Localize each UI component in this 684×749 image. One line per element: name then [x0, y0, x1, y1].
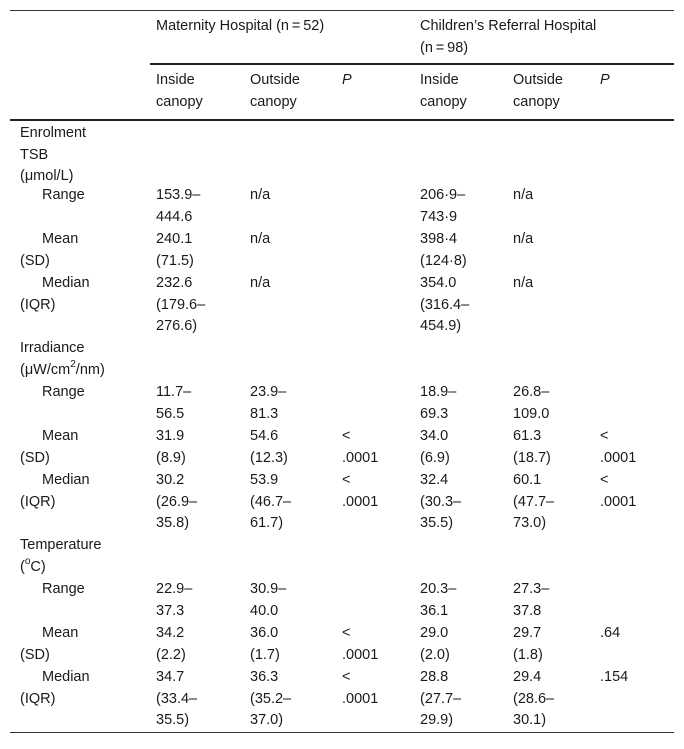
- section-temperature-title: [10, 535, 674, 579]
- cell-text: 27.3–: [513, 581, 550, 597]
- label-text: (IQR): [20, 493, 56, 510]
- cell-text: <: [342, 669, 351, 685]
- cell-text: (2.2): [156, 646, 186, 663]
- col-p-2: [600, 70, 674, 92]
- sub-header-row: [10, 65, 674, 119]
- table-cell: n/a: [250, 275, 271, 291]
- label-text: (SD): [20, 252, 50, 269]
- header-text: Outside: [513, 72, 563, 88]
- col-outside-canopy-2: [513, 70, 603, 113]
- cell-text: (179.6–: [156, 296, 206, 313]
- cell-text: .0001: [342, 646, 379, 663]
- cell-text: 23.9–: [250, 384, 287, 400]
- label-text: (IQR): [20, 296, 56, 313]
- label-superscript: 2: [70, 358, 76, 370]
- table-cell: [342, 426, 408, 469]
- cell-text: 36.3: [250, 669, 279, 685]
- table-cell: [156, 579, 246, 622]
- cell-text: 35.5): [156, 712, 190, 728]
- cell-text: 37.0): [250, 712, 284, 728]
- cell-text: <: [600, 428, 609, 444]
- cell-text: (71.5): [156, 252, 194, 269]
- header-text: canopy: [513, 93, 560, 110]
- table-cell: [250, 426, 340, 469]
- table-cell: [156, 273, 246, 338]
- col-outside-canopy-1: [250, 70, 340, 113]
- table-cell: [513, 470, 603, 535]
- cell-text: 11.7–: [156, 384, 192, 400]
- section-label: [20, 535, 140, 578]
- cell-text: 61.7): [250, 515, 284, 531]
- table-cell: [250, 667, 340, 732]
- section-irradiance-title: [10, 338, 674, 382]
- cell-text: 29.9): [420, 712, 454, 728]
- col-inside-canopy-2: [420, 70, 510, 113]
- cell-text: 454.9): [420, 318, 462, 334]
- table-row: [10, 623, 674, 667]
- cell-text: (30.3–: [420, 493, 462, 510]
- cell-text: 743·9: [420, 208, 458, 225]
- header-text: canopy: [250, 93, 297, 110]
- group-maternity-header: Maternity Hospital (n = 52): [156, 18, 325, 34]
- label-text: (IQR): [20, 690, 56, 707]
- label-text: TSB: [20, 146, 49, 163]
- cell-text: 398·4: [420, 231, 458, 247]
- table-cell: [513, 579, 603, 622]
- table-cell: [342, 667, 408, 710]
- cell-text: 40.0: [250, 602, 279, 619]
- cell-text: 28.8: [420, 669, 449, 685]
- row-label: [20, 623, 140, 666]
- cell-text: 29.7: [513, 625, 542, 641]
- cell-text: (6.9): [420, 449, 450, 466]
- cell-text: 20.3–: [420, 581, 457, 597]
- cell-text: (26.9–: [156, 493, 198, 510]
- table-row: [10, 382, 674, 426]
- table-cell: [250, 470, 340, 535]
- table-row: [10, 229, 674, 273]
- label-text: Median: [42, 275, 90, 291]
- cell-text: 240.1: [156, 231, 193, 247]
- group-childrens-line1: Children’s Referral Hospital: [420, 18, 597, 34]
- row-label: [20, 470, 140, 513]
- label-text: Temperature: [20, 537, 102, 553]
- table-cell: [250, 382, 340, 425]
- cell-text: (35.2–: [250, 690, 292, 707]
- table-cell: n/a: [250, 187, 271, 203]
- row-label: [20, 667, 140, 710]
- cell-text: 232.6: [156, 275, 193, 291]
- table-cell: n/a: [513, 231, 534, 247]
- table-cell: [420, 623, 510, 666]
- label-text: Mean: [42, 625, 79, 641]
- row-label: Range: [42, 384, 85, 400]
- label-text: (SD): [20, 646, 50, 663]
- label-part: C): [30, 558, 46, 575]
- table-bottom-rule: [10, 732, 674, 733]
- cell-text: 32.4: [420, 472, 449, 488]
- cell-text: <: [342, 428, 351, 444]
- cell-text: (47.7–: [513, 493, 555, 510]
- group-childrens-header: [420, 16, 660, 59]
- cell-text: .0001: [600, 449, 637, 466]
- table-cell: [342, 470, 408, 513]
- cell-text: 37.8: [513, 602, 542, 619]
- table-cell: [156, 185, 246, 228]
- cell-text: 18.9–: [420, 384, 457, 400]
- section-tsb-title: [10, 121, 674, 185]
- cell-text: 61.3: [513, 428, 542, 444]
- cell-text: (8.9): [156, 449, 186, 466]
- cell-text: 35.5): [420, 515, 454, 531]
- label-part: (: [20, 558, 25, 575]
- cell-text: 34.2: [156, 625, 185, 641]
- cell-text: (12.3): [250, 449, 288, 466]
- table-cell: [156, 470, 246, 535]
- cell-text: (124·8): [420, 252, 467, 269]
- table-cell: [156, 667, 246, 732]
- section-label: [20, 123, 140, 188]
- table-cell: [420, 185, 510, 228]
- label-part: (μW/cm: [20, 361, 71, 378]
- table-cell: [600, 470, 674, 513]
- table-cell: .154: [600, 669, 629, 685]
- cell-text: .0001: [342, 449, 379, 466]
- label-text: [20, 557, 140, 579]
- group-header-row: [10, 11, 674, 65]
- row-label: [20, 273, 140, 316]
- table-cell: [513, 667, 603, 732]
- header-text: P: [600, 72, 610, 88]
- label-superscript: o: [24, 555, 31, 567]
- table-row: [10, 426, 674, 470]
- table-cell: [420, 470, 510, 535]
- header-text: Inside: [156, 72, 195, 88]
- cell-text: (28.6–: [513, 690, 555, 707]
- cell-text: 444.6: [156, 208, 193, 225]
- table-cell: [420, 579, 510, 622]
- table-cell: [513, 382, 603, 425]
- label-text: [20, 360, 140, 382]
- label-text: Median: [42, 669, 90, 685]
- col-p-1: [342, 70, 408, 92]
- header-text: Outside: [250, 72, 300, 88]
- label-text: Median: [42, 472, 90, 488]
- row-label: Range: [42, 187, 85, 203]
- cell-text: 26.8–: [513, 384, 550, 400]
- cell-text: 56.5: [156, 405, 185, 422]
- table-cell: [420, 382, 510, 425]
- cell-text: 34.0: [420, 428, 449, 444]
- table-row: [10, 470, 674, 535]
- cell-text: 30.1): [513, 712, 547, 728]
- table-cell: [420, 426, 510, 469]
- table-cell: [513, 426, 603, 469]
- label-text: Mean: [42, 428, 79, 444]
- label-text: (μmol/L): [20, 168, 74, 184]
- table-cell: [420, 667, 510, 732]
- cell-text: <: [342, 472, 351, 488]
- cell-text: 34.7: [156, 669, 185, 685]
- table-row: [10, 273, 674, 338]
- cell-text: 109.0: [513, 405, 550, 422]
- group-childrens-line2: (n = 98): [420, 39, 469, 56]
- table-cell: [250, 623, 340, 666]
- table-cell: n/a: [513, 187, 534, 203]
- cell-text: 36.1: [420, 602, 449, 619]
- col-inside-canopy-1: [156, 70, 246, 113]
- label-text: Enrolment: [20, 125, 87, 141]
- data-table: [10, 10, 674, 733]
- cell-text: 30.2: [156, 472, 185, 488]
- row-label: [20, 229, 140, 272]
- cell-text: <: [600, 472, 609, 488]
- table-cell: [342, 623, 408, 666]
- table-row: [10, 667, 674, 732]
- cell-text: 35.8): [156, 515, 190, 531]
- cell-text: .0001: [600, 493, 637, 510]
- cell-text: .0001: [342, 690, 379, 707]
- label-text: Irradiance: [20, 340, 85, 356]
- cell-text: 31.9: [156, 428, 185, 444]
- row-label: Range: [42, 581, 85, 597]
- label-text: (SD): [20, 449, 50, 466]
- row-label: [20, 426, 140, 469]
- table-cell: [156, 382, 246, 425]
- cell-text: 37.3: [156, 602, 185, 619]
- cell-text: 73.0): [513, 515, 547, 531]
- table-cell: n/a: [250, 231, 271, 247]
- cell-text: 36.0: [250, 625, 279, 641]
- cell-text: 206·9–: [420, 187, 466, 203]
- cell-text: (1.7): [250, 646, 280, 663]
- cell-text: 54.6: [250, 428, 279, 444]
- cell-text: 81.3: [250, 405, 279, 422]
- cell-text: (2.0): [420, 646, 450, 663]
- label-text: Mean: [42, 231, 79, 247]
- table-row: [10, 579, 674, 623]
- header-text: canopy: [420, 93, 467, 110]
- cell-text: .0001: [342, 493, 379, 510]
- header-text: canopy: [156, 93, 203, 110]
- table-cell: [420, 229, 510, 272]
- section-label: [20, 338, 140, 381]
- label-part: /nm): [75, 361, 105, 378]
- cell-text: 30.9–: [250, 581, 287, 597]
- cell-text: (316.4–: [420, 296, 470, 313]
- cell-text: 60.1: [513, 472, 542, 488]
- cell-text: 276.6): [156, 318, 198, 334]
- cell-text: 29.4: [513, 669, 542, 685]
- table-cell: [600, 426, 674, 469]
- cell-text: 69.3: [420, 405, 449, 422]
- cell-text: (1.8): [513, 646, 543, 663]
- table-cell: .64: [600, 625, 621, 641]
- header-text: Inside: [420, 72, 459, 88]
- table-cell: [156, 623, 246, 666]
- table-cell: [420, 273, 510, 338]
- table-cell: [156, 229, 246, 272]
- table-cell: [156, 426, 246, 469]
- table-cell: [513, 623, 603, 666]
- cell-text: (27.7–: [420, 690, 462, 707]
- table-cell: n/a: [513, 275, 534, 291]
- table-cell: [250, 579, 340, 622]
- cell-text: (18.7): [513, 449, 551, 466]
- table-row: [10, 185, 674, 229]
- cell-text: 354.0: [420, 275, 457, 291]
- cell-text: 22.9–: [156, 581, 193, 597]
- cell-text: 53.9: [250, 472, 279, 488]
- header-text: P: [342, 72, 352, 88]
- cell-text: <: [342, 625, 351, 641]
- cell-text: (46.7–: [250, 493, 292, 510]
- cell-text: 29.0: [420, 625, 449, 641]
- cell-text: 153.9–: [156, 187, 201, 203]
- cell-text: (33.4–: [156, 690, 198, 707]
